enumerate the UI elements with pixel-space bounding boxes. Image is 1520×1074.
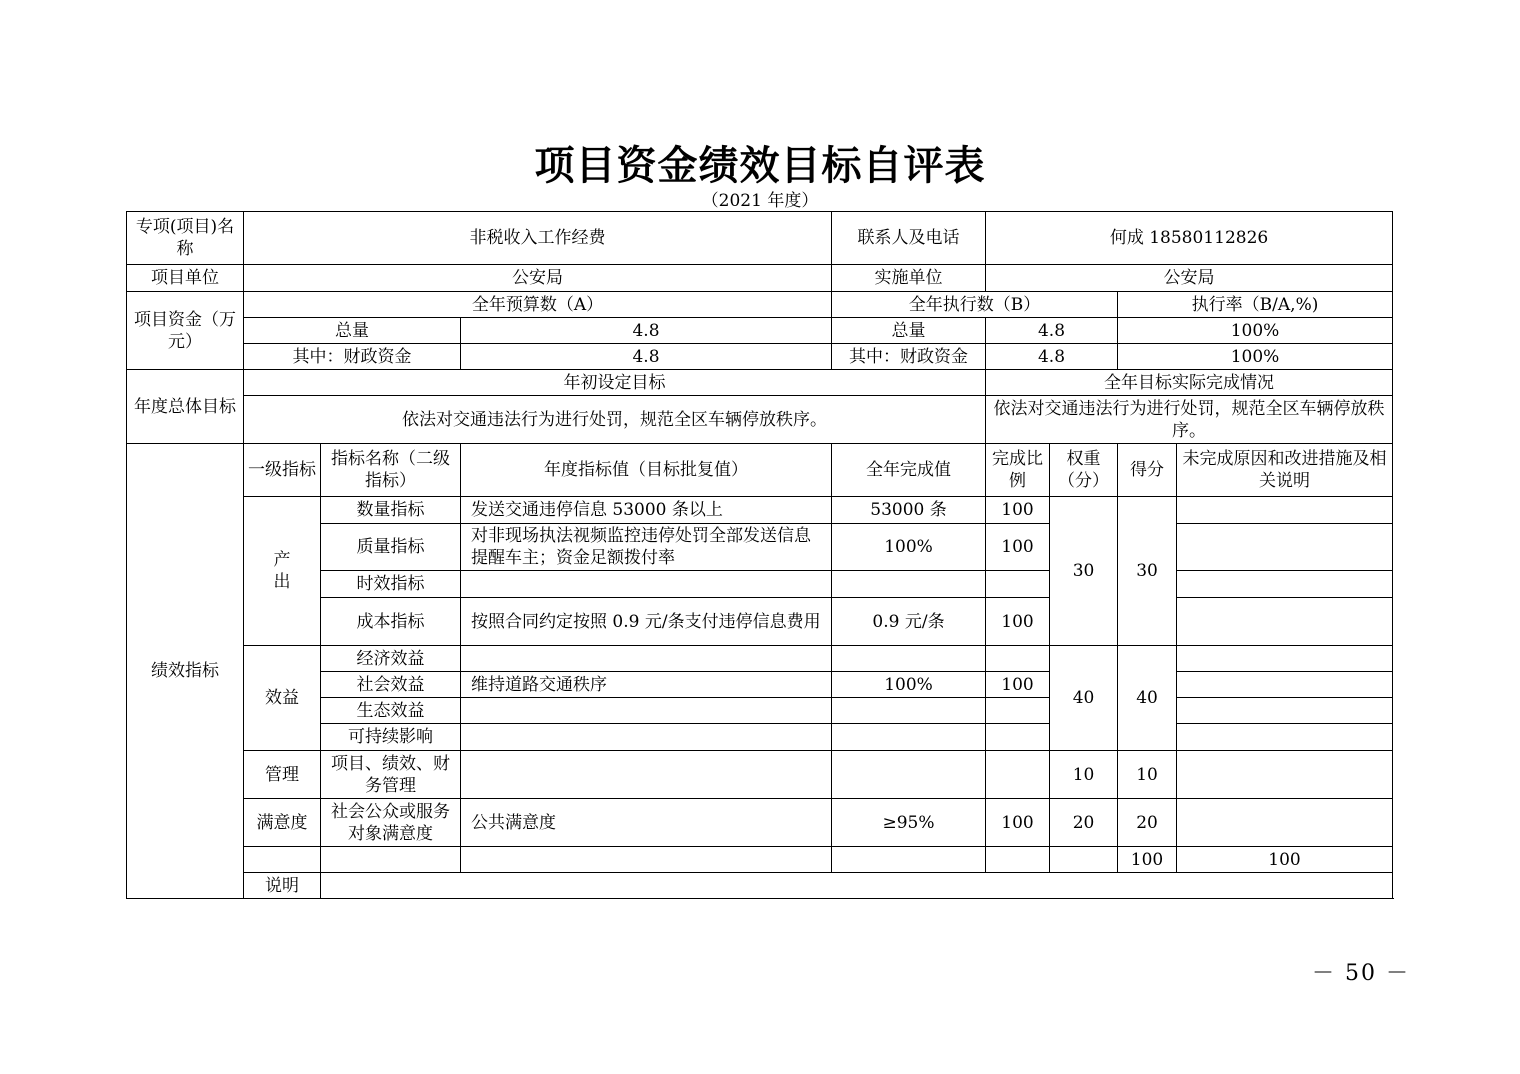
manage-label: 管理 [244,751,321,799]
funds-label: 项目资金（万元） [127,292,244,370]
indicator-done: 53000 条 [832,497,986,524]
perf-label: 绩效指标 [127,444,244,899]
perf-header-ratio: 完成比例 [986,444,1050,497]
indicator-name: 时效指标 [321,571,461,598]
indicator-done [832,571,986,598]
indicator-target: 按照合同约定按照 0.9 元/条支付违停信息费用 [461,598,832,646]
output-score: 30 [1118,497,1177,646]
total-row [127,847,1393,873]
indicator-name: 社会效益 [321,672,461,698]
indicator-name: 社会公众或服务对象满意度 [321,799,461,847]
perf-header-name: 指标名称（二级指标） [321,444,461,497]
contact-label: 联系人及电话 [832,212,986,265]
indicator-reason [1177,598,1393,646]
goal-actual-header: 全年目标实际完成情况 [986,370,1393,396]
indicator-reason [1177,724,1393,751]
indicator-reason [1177,646,1393,672]
indicator-target [461,646,832,672]
indicator-target: 公共满意度 [461,799,832,847]
indicator-name: 数量指标 [321,497,461,524]
page-title: 项目资金绩效目标自评表 [534,142,986,189]
indicator-name: 成本指标 [321,598,461,646]
indicator-done [832,698,986,724]
indicator-name: 生态效益 [321,698,461,724]
benefit-weight: 40 [1050,646,1118,751]
total-budget: 4.8 [461,318,832,344]
project-name-value: 非税收入工作经费 [244,212,832,265]
indicator-ratio: 100 [986,598,1050,646]
satisfy-score: 20 [1118,799,1177,847]
perf-header-target: 年度指标值（目标批复值） [461,444,832,497]
indicator-reason [1177,751,1393,799]
satisfy-label: 满意度 [244,799,321,847]
indicator-ratio [986,698,1050,724]
indicator-name: 质量指标 [321,524,461,571]
indicator-target [461,724,832,751]
perf-header-level1: 一级指标 [244,444,321,497]
table-row [127,646,1393,672]
total-label-b: 总量 [832,318,986,344]
indicator-reason [1177,672,1393,698]
indicator-ratio [986,751,1050,799]
evaluation-table [126,211,1393,899]
indicator-target [461,571,832,598]
indicator-reason [1177,524,1393,571]
goal-actual-value: 依法对交通违法行为进行处罚，规范全区车辆停放秩序。 [986,396,1393,444]
satisfy-weight: 20 [1050,799,1118,847]
year-subtitle: （2021 年度） [701,191,819,211]
indicator-reason [1177,571,1393,598]
impl-unit-label: 实施单位 [832,265,986,292]
perf-header-done: 全年完成值 [832,444,986,497]
fiscal-label: 其中：财政资金 [244,344,461,370]
note-value [321,873,1393,899]
table-row [127,497,1393,524]
manage-score: 10 [1118,751,1177,799]
total-weight: 100 [1118,847,1177,873]
indicator-name: 可持续影响 [321,724,461,751]
goal-set-header: 年初设定目标 [244,370,986,396]
indicator-done: 100% [832,524,986,571]
indicator-done: 100% [832,672,986,698]
total-label: 总量 [244,318,461,344]
indicator-name: 经济效益 [321,646,461,672]
total-rate: 100% [1118,318,1393,344]
total-exec: 4.8 [986,318,1118,344]
output-weight: 30 [1050,497,1118,646]
page-number: － 50 － [1312,961,1410,986]
indicator-ratio: 100 [986,497,1050,524]
budget-header: 全年预算数（A） [244,292,832,318]
fiscal-budget: 4.8 [461,344,832,370]
exec-header: 全年执行数（B） [832,292,1118,318]
project-unit-value: 公安局 [244,265,832,292]
contact-value: 何成 18580112826 [986,212,1393,265]
fiscal-rate: 100% [1118,344,1393,370]
indicator-reason [1177,799,1393,847]
goal-set-value: 依法对交通违法行为进行处罚，规范全区车辆停放秩序。 [244,396,986,444]
indicator-ratio: 100 [986,672,1050,698]
impl-unit-value: 公安局 [986,265,1393,292]
benefit-score: 40 [1118,646,1177,751]
perf-header-score: 得分 [1118,444,1177,497]
indicator-done: 0.9 元/条 [832,598,986,646]
goal-label: 年度总体目标 [127,370,244,444]
indicator-ratio [986,571,1050,598]
output-label: 产出 [244,497,321,646]
fiscal-label-b: 其中：财政资金 [832,344,986,370]
project-unit-label: 项目单位 [127,265,244,292]
indicator-reason [1177,698,1393,724]
note-label: 说明 [244,873,321,899]
indicator-ratio: 100 [986,799,1050,847]
indicator-ratio [986,724,1050,751]
indicator-done [832,751,986,799]
table-row [127,799,1393,847]
indicator-done: ≥95% [832,799,986,847]
indicator-done [832,724,986,751]
indicator-reason [1177,497,1393,524]
perf-header-reason: 未完成原因和改进措施及相关说明 [1177,444,1393,497]
indicator-target: 维持道路交通秩序 [461,672,832,698]
perf-header-weight: 权重（分） [1050,444,1118,497]
fiscal-exec: 4.8 [986,344,1118,370]
total-score: 100 [1177,847,1393,873]
indicator-ratio: 100 [986,524,1050,571]
indicator-target: 发送交通违停信息 53000 条以上 [461,497,832,524]
table-row [127,751,1393,799]
indicator-target [461,698,832,724]
indicator-target: 对非现场执法视频监控违停处罚全部发送信息提醒车主；资金足额拨付率 [461,524,832,571]
indicator-target [461,751,832,799]
rate-header: 执行率（B/A,%) [1118,292,1393,318]
project-name-label: 专项(项目)名称 [127,212,244,265]
indicator-name: 项目、绩效、财务管理 [321,751,461,799]
indicator-done [832,646,986,672]
manage-weight: 10 [1050,751,1118,799]
indicator-ratio [986,646,1050,672]
benefit-label: 效益 [244,646,321,751]
